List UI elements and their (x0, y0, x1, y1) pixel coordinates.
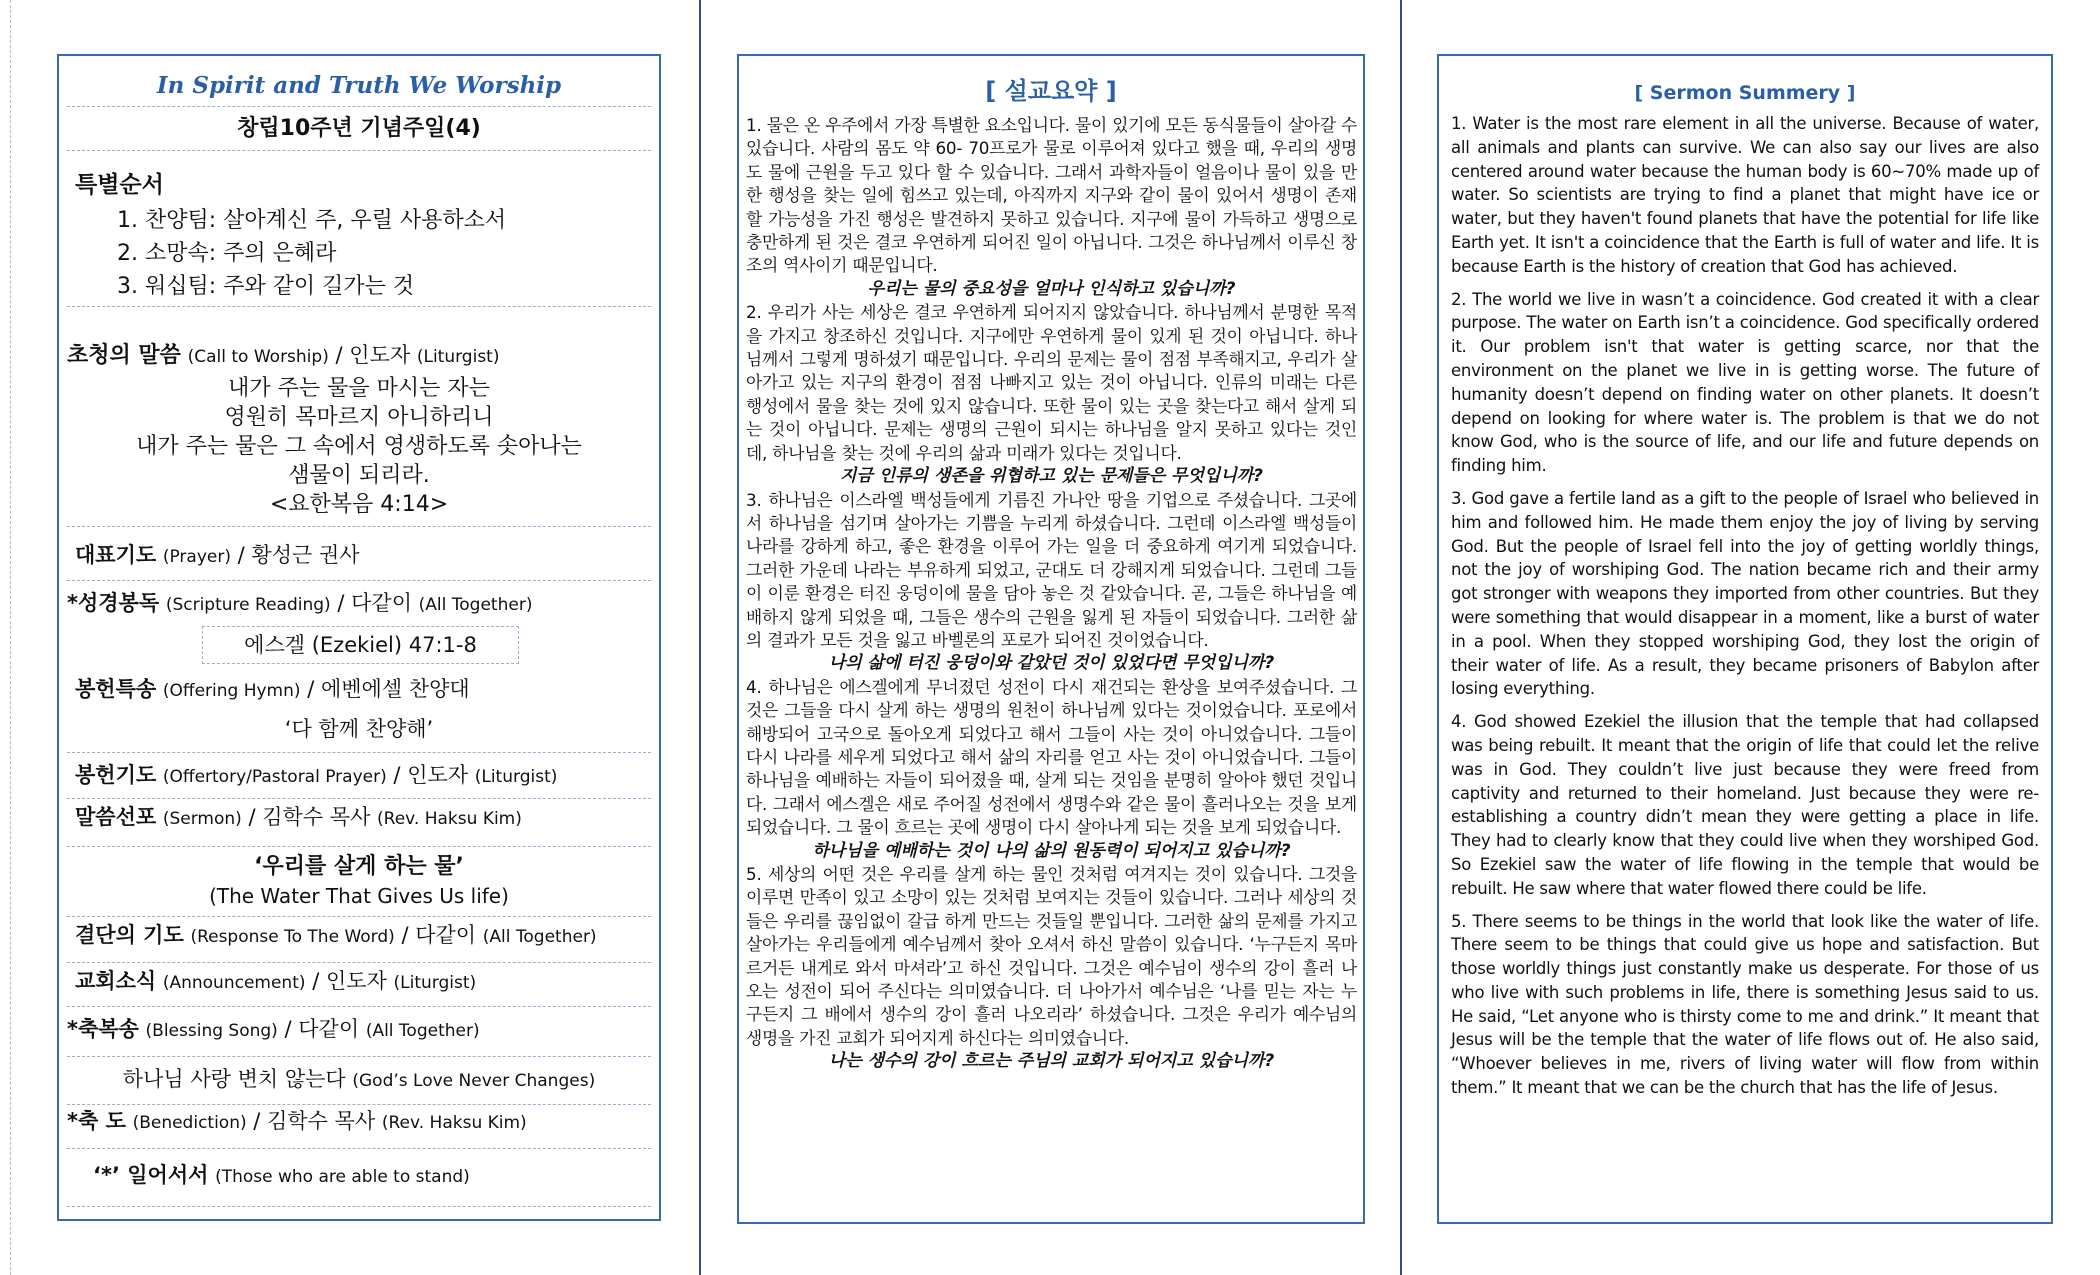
summary-paragraph: 2. The world we live in wasn’t a coincidence. God created it with a clear purpose. The water on Earth isn’t a coincidence. God specifically ordered it. Our problem isn't that water is getting scarce, nor that the environment on the planet we live in is getting worse. The future of humanity doesn’t depend on finding water on other planets. It doesn’t depend on looking for where water is. The problem is that we do not know God, who is the source of life, and our life and future depends on finding him. (1451, 289, 2039, 476)
benediction-row (67, 1106, 651, 1138)
verse-reference: <요한복음 4:14> (269, 492, 449, 517)
hymn-song: ‘다 함께 찬양해’ (284, 717, 434, 741)
announcement-title: 교회소식 (75, 969, 157, 993)
sermon-preacher-en: (Rev. Haksu Kim) (377, 809, 522, 829)
english-sermon-summary-panel (1437, 54, 2053, 1224)
blessing-song (67, 1064, 651, 1096)
reflection-question: 하나님을 예배하는 것이 나의 삶의 원동력이 되어지고 있습니까? (812, 840, 1291, 861)
separator: / (307, 677, 315, 701)
worship-header: In Spirit and Truth We Worship (67, 66, 651, 107)
fold-divider-1 (699, 0, 701, 1275)
announcement-who: 인도자 (325, 969, 387, 993)
divider (67, 304, 651, 307)
blessing-title-en: (Blessing Song) (145, 1021, 278, 1041)
scripture-title-en: (Scripture Reading) (165, 595, 331, 615)
benediction-preacher: 김학수 목사 (267, 1109, 376, 1133)
benediction-title-en: (Benediction) (132, 1113, 247, 1133)
call-title: 초청의 말씀 (67, 343, 181, 368)
prayer-person: 황성근 권사 (251, 543, 360, 567)
korean-summary-title: [ 설교요약 ] (985, 77, 1117, 105)
reflection-question: 지금 인류의 생존을 위협하고 있는 문제들은 무엇입니까? (839, 466, 1264, 487)
divider (67, 1204, 651, 1207)
blessing-song-title: 하나님 사랑 변치 않는다 (122, 1067, 346, 1091)
divider (67, 960, 651, 963)
scripture-who: 다같이 (351, 591, 412, 615)
separator: / (335, 343, 343, 367)
special-program-list (67, 204, 651, 303)
sermon-message-title-en: (The Water That Gives Us life) (209, 884, 509, 908)
call-leader: 인도자 (349, 343, 411, 367)
anniversary-subheader: 창립10주년 기념주일(4) (67, 108, 651, 151)
divider (67, 750, 651, 753)
left-margin-guide (10, 0, 11, 1275)
announcement-row (67, 966, 651, 998)
sermon-row (67, 802, 651, 834)
summary-paragraph: 4. 하나님은 에스겔에게 무너졌던 성전이 다시 재건되는 환상을 보여주셨습니다. 그것은 그들을 다시 살게 하는 생명의 원천이 하나님께 있다는 것이었습니다. 포로에서 해방되어 고국으로 돌아오게 되었다고 해서 그들이 사는 것이 아니었습니다. 그들이 다시 나라를 세우게 되었다고 해서 삶의 자리를 얻고 사는 것이 아니었습니다. 그들이 하나님을 예배하는 자들이 되어졌을 때, 살게 되는 것임을 분명히 알아야 했던 것입니다. 그래서 에스겔은 새로 주어질 성전에서 생명수와 같은 물이 흘러나오는 것을 보게 되었습니다. 그 물이 흐르는 곳에 생명이 다시 살아나게 되는 것을 보게 되었습니다. (746, 676, 1357, 838)
verse-line: 내가 주는 물은 그 속에서 영생하도록 솟아나는 (136, 434, 582, 459)
divider (67, 1102, 651, 1105)
sermon-title-block (67, 852, 651, 910)
sermon-title: 말씀선포 (75, 805, 157, 829)
prayer-title-en: (Prayer) (162, 547, 231, 567)
sermon-message-title: ‘우리를 살게 하는 물’ (254, 854, 464, 879)
hymn-title: 봉헌특송 (75, 677, 157, 701)
summary-paragraph: 3. God gave a fertile land as a gift to the people of Israel who believed in him and followed him. He made them enjoy the joy of living by serving God. But the people of Israel fell into the joy of getting worldly things, not the joy of worshiping God. The nation became rich and their army got stronger with weapons they imported from other countries. But they were something that would disappear in a moment, like a burst of water in a pool. When they stopped worshiping God, they lost the origin of their water of life. As a result, they became prisoners of Babylon after losing everything. (1451, 488, 2039, 699)
response-who: 다같이 (415, 923, 477, 947)
divider (67, 524, 651, 527)
announcement-who-en: (Liturgist) (393, 973, 477, 993)
scripture-row (67, 588, 651, 620)
benediction-preacher-en: (Rev. Haksu Kim) (381, 1113, 527, 1133)
divider (67, 1004, 651, 1007)
stand-note-en: (Those who are able to stand) (215, 1167, 470, 1187)
offertory-who-en: (Liturgist) (474, 767, 558, 787)
announcement-title-en: (Announcement) (162, 973, 306, 993)
offertory-title-en: (Offertory/Pastoral Prayer) (162, 767, 387, 787)
summary-paragraph: 3. 하나님은 이스라엘 백성들에게 기름진 가나안 땅을 기업으로 주셨습니다. 그곳에서 하나님을 섬기며 살아가는 기쁨을 누리게 하셨습니다. 그런데 이스라엘 백성들이 나라를 강하게 하고, 좋은 환경을 이루어 가는 일을 더 중요하게 여기게 되었습니다. 그러한 가운데 나라는 부유하게 되었고, 군대도 더 강해지게 되었습니다. 그런데 그들이 이룬 환경은 터진 웅덩이에 물을 담아 놓은 것 같았습니다. 곧, 그들은 하나님을 예배하지 않게 되었을 때, 그들은 생수의 근원을 잃게 된 자들이 되었습니다. 그러한 삶의 결과가 모든 것을 잃고 바벨론의 포로가 되어진 것이었습니다. (746, 489, 1357, 650)
call-title-en: (Call to Worship) (187, 347, 329, 367)
response-row (67, 920, 651, 952)
divider (67, 844, 651, 847)
summary-paragraph: 5. There seems to be things in the world that look like the water of life. There seem to be things that could give us hope and satisfaction. But those worldly things just constantly make us desperate. For those of us who live with such problems in life, there is something Jesus said to us. He said, “Let anyone who is thirsty come to me and drink.” It meant that Jesus will be the temple that the water of life flows out of. He also said, “Whoever believes in me, rivers of living water will flow from within them.” It meant that we can be the church that has the life of Jesus. (1451, 911, 2039, 1098)
blessing-row (67, 1014, 651, 1046)
separator: / (401, 923, 409, 947)
korean-sermon-summary-panel (737, 54, 1365, 1224)
blessing-who-en: (All Together) (365, 1021, 480, 1041)
prayer-title: 대표기도 (75, 543, 157, 567)
summary-paragraph: 4. God showed Ezekiel the illusion that the temple that had collapsed was being rebuilt. It meant that the origin of life that could let the relive was in God. They couldn’t live just because they were freed from captivity and returned to their homeland. Just because they were re-establishing a country didn’t mean they were getting a place in life. They had to clearly know that they could live when they worshiped God. So Ezekiel saw the water of life flowing in the temple that would be rebuilt. He saw where that water flowed there could be life. (1451, 712, 2039, 898)
reflection-question: 나의 삶에 터진 웅덩이와 같았던 것이 있었다면 무엇입니까? (828, 653, 1275, 674)
special-program-heading: 특별순서 (75, 172, 164, 198)
scripture-title: *성경봉독 (67, 591, 160, 615)
hymn-choir: 에벤에셀 찬양대 (320, 677, 470, 701)
hymn-title-en: (Offering Hymn) (162, 681, 301, 701)
english-summary-title: [ Sermon Summery ] (1634, 82, 1856, 104)
call-leader-en: (Liturgist) (416, 347, 500, 367)
separator: / (237, 543, 245, 567)
divider (67, 796, 651, 799)
separator: / (284, 1017, 292, 1041)
offertory-who: 인도자 (407, 763, 469, 787)
summary-paragraph: 1. 물은 온 우주에서 가장 특별한 요소입니다. 물이 있기에 모든 동식물들이 살아갈 수 있습니다. 사람의 몸도 약 60- 70프로가 물로 이루어져 있다고 했을 때, 우리의 생명도 물에 근원을 두고 있다 할 수 있습니다. 그래서 과학자들이 얼음이나 물이 있을 만한 행성을 찾는 일에 힘쓰고 있는데, 아직까지 지구와 같이 물이 있어서 생명이 존재할 가능성을 가진 행성은 발견하지 못하고 있습니다. 지구에 물이 가득하고 생명으로 충만하게 된 것은 결코 우연하게 되어진 일이 아닙니다. 그것은 하나님께서 이루신 창조의 역사이기 때문입니다. (746, 115, 1357, 276)
divider (67, 914, 651, 917)
scripture-who-en: (All Together) (418, 595, 533, 615)
special-program (67, 168, 651, 303)
stand-note (67, 1160, 651, 1192)
call-to-worship (67, 340, 651, 519)
benediction-title: *축 도 (67, 1109, 126, 1133)
offertory-title: 봉헌기도 (75, 763, 157, 787)
stand-note-title: ‘*’ 일어서서 (93, 1163, 209, 1187)
order-of-worship-panel (57, 54, 661, 1221)
verse-line: 샘물이 되리라. (288, 463, 430, 488)
special-item: 3. 워십팀: 주와 같이 길가는 것 (145, 270, 651, 303)
reflection-question: 우리는 물의 중요성을 얼마나 인식하고 있습니까? (867, 278, 1236, 299)
response-who-en: (All Together) (482, 927, 597, 947)
korean-summary-body (739, 106, 1363, 1074)
summary-paragraph: 1. Water is the most rare element in all the universe. Because of water, all animals and plants can survive. We can also say our lives are also centered around water because the human body is 60~70% made up of water. So scientists are trying to find a planet that might have ice or water, but they haven't found planets that have the potential for life like Earth yet. It isn't a coincidence that the Earth is full of water and life. It is because Earth is the history of creation that God has achieved. (1451, 114, 2039, 276)
fold-divider-2 (1400, 0, 1402, 1275)
sermon-title-en: (Sermon) (162, 809, 242, 829)
call-verse (67, 374, 651, 519)
separator: / (253, 1109, 261, 1133)
scripture-reference: 에스겔 (Ezekiel) 47:1-8 (202, 626, 519, 664)
english-summary-body (1439, 106, 2051, 1100)
reflection-question: 나는 생수의 강이 흐르는 주님의 교회가 되어지고 있습니까? (828, 1051, 1275, 1072)
separator: / (337, 591, 345, 615)
prayer-row (67, 540, 651, 572)
blessing-song-title-en: (God’s Love Never Changes) (352, 1071, 596, 1091)
summary-paragraph: 2. 우리가 사는 세상은 결코 우연하게 되어지지 않았습니다. 하나님께서 분명한 목적을 가지고 창조하신 것입니다. 지구에만 우연하게 물이 있게 된 것이 아닙니다. 하나님께서 그렇게 명하셨기 때문입니다. 우리의 문제는 물이 점점 부족해지고, 우리가 살아가고 있는 지구의 환경이 점점 나빠지고 있는 것이 아닙니다. 인류의 미래는 다른 행성에서 물을 찾는 것에 있지 않습니다. 또한 물이 있는 곳을 찾는다고 해서 살게 되는 것이 아닙니다. 문제는 생명의 근원이 되시는 하나님을 알지 못하고 있다는 것인데, 하나님을 찾는 것에 우리의 삶과 미래가 있다는 것입니다. (746, 302, 1357, 463)
offertory-row (67, 760, 651, 792)
separator: / (393, 763, 401, 787)
divider (67, 1146, 651, 1149)
separator: / (248, 805, 256, 829)
response-title-en: (Response To The Word) (190, 927, 395, 947)
divider (67, 1054, 651, 1057)
verse-line: 영원히 목마르지 아니하리니 (224, 405, 494, 430)
special-item: 1. 찬양팀: 살아계신 주, 우릴 사용하소서 (145, 204, 651, 237)
separator: / (312, 969, 320, 993)
divider (67, 578, 651, 581)
sermon-preacher: 김학수 목사 (262, 805, 371, 829)
summary-paragraph: 5. 세상의 어떤 것은 우리를 살게 하는 물인 것처럼 여겨지는 것이 있습니다. 그것을 이루면 만족이 있고 소망이 있는 것처럼 보여지는 것들이 있습니다. 그러나 세상의 것들은 우리를 끊임없이 갈급 하게 만드는 것들일 뿐입니다. 그러한 삶의 문제를 가지고 살아가는 우리들에게 예수님께서 찾아 오셔서 하신 말씀이 있습니다. ‘누구든지 목마르거든 내게로 와서 마셔라’고 하신 것입니다. 그것은 예수님이 생수의 강이 흘러 나오는 성전이 되어 주신다는 의미였습니다. 더 나아가서 예수님은 ‘나를 믿는 자는 누구든지 그 배에서 생수의 강이 흘러 나오리라’ 하셨습니다. 그것은 우리가 예수님의 생명을 가진 교회가 되어지게 하신다는 의미였습니다. (746, 864, 1357, 1048)
verse-line: 내가 주는 물을 마시는 자는 (228, 376, 490, 401)
blessing-title: *축복송 (67, 1017, 139, 1041)
special-item: 2. 소망속: 주의 은혜라 (145, 237, 651, 270)
offering-hymn-row (67, 674, 651, 706)
blessing-who: 다같이 (298, 1017, 360, 1041)
response-title: 결단의 기도 (75, 923, 184, 947)
